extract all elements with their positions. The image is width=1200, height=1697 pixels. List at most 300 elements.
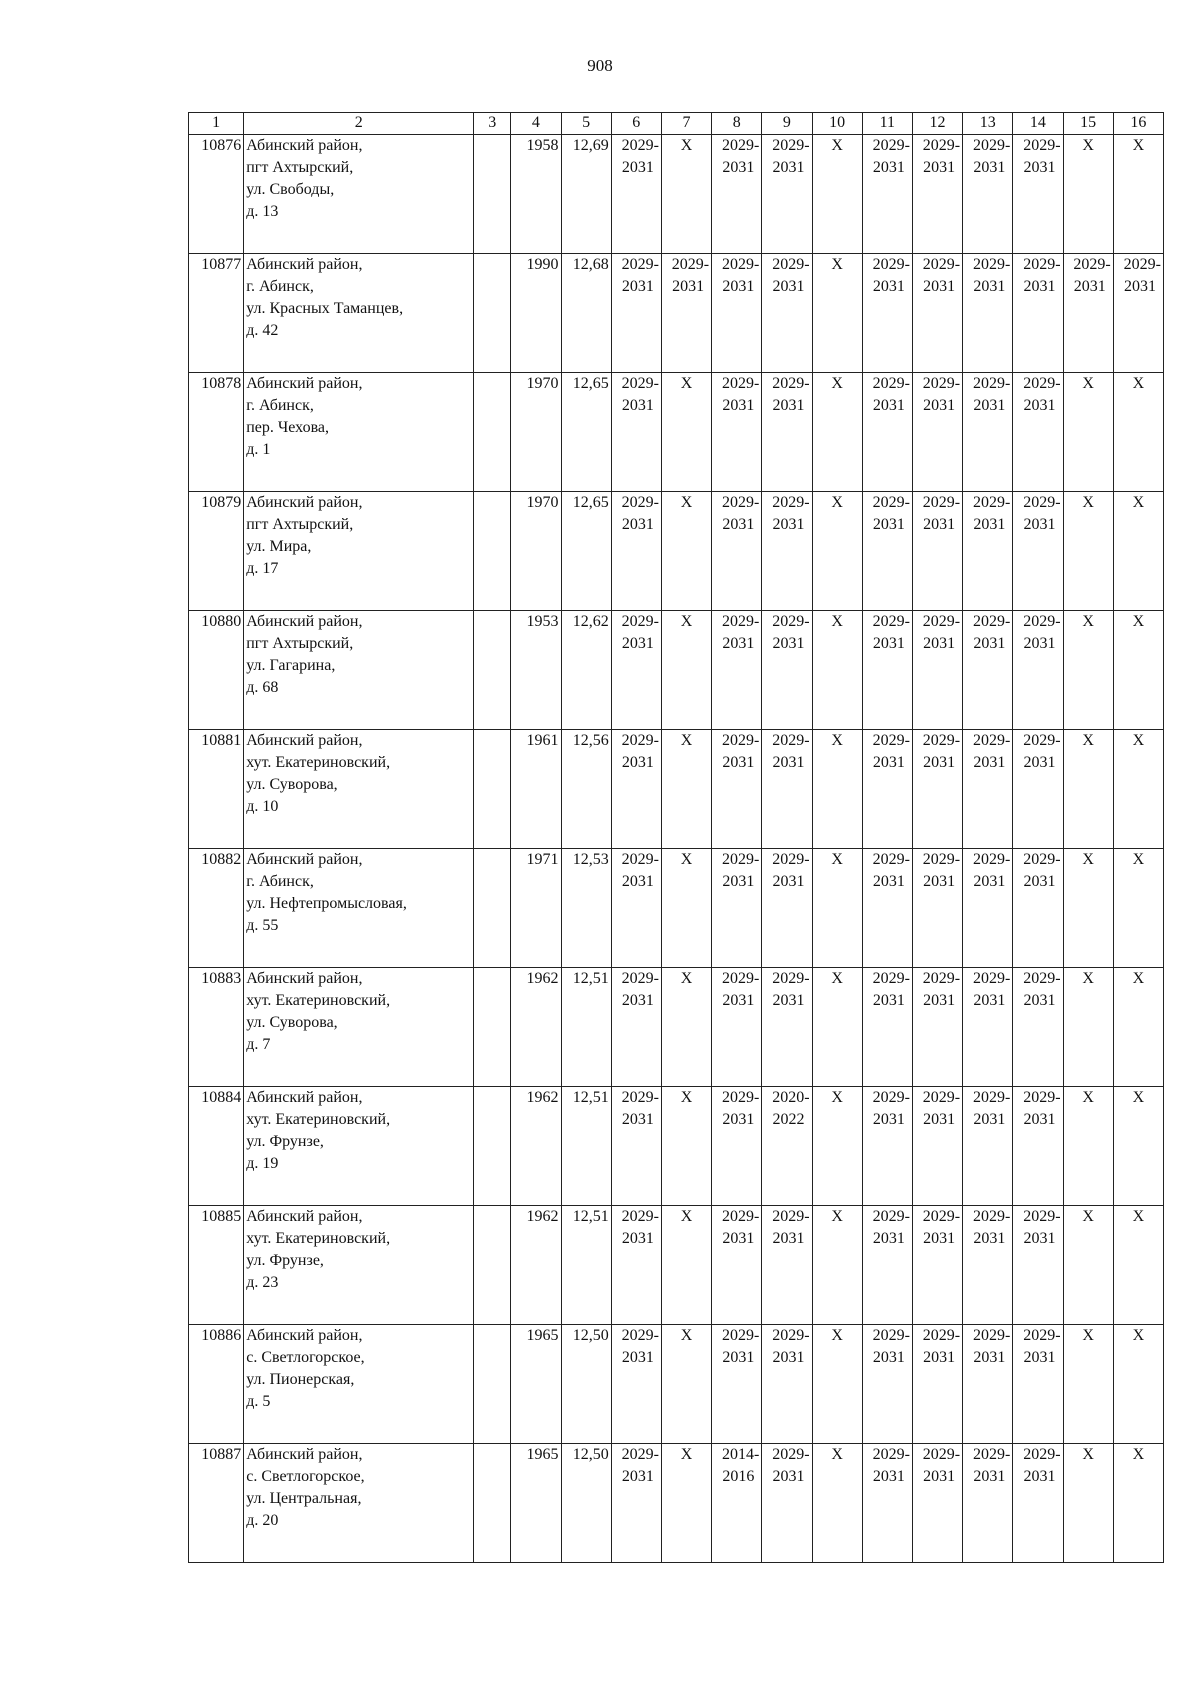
period-start: 2029-: [1023, 256, 1061, 273]
period-end: 2031: [772, 1349, 805, 1366]
period-end: 2031: [973, 159, 1006, 176]
row-number: 10883: [189, 968, 244, 1087]
year-cell: 1965: [511, 1325, 561, 1444]
address-line: пгт Ахтырский,: [246, 159, 354, 176]
period-cell: [1013, 1444, 1063, 1563]
period-end: 2031: [722, 1230, 755, 1247]
period-start: 2029-: [973, 1208, 1011, 1225]
period-cell: [712, 849, 762, 968]
empty-cell: [474, 1325, 511, 1444]
period-end: 2031: [923, 1468, 956, 1485]
table-row: [189, 968, 1164, 1087]
period-end: 2031: [872, 397, 905, 414]
period-end: 2031: [1023, 516, 1056, 533]
period-end: 2031: [872, 1111, 905, 1128]
period-cell: [712, 1444, 762, 1563]
address-line: ул. Свободы,: [246, 181, 335, 198]
address-line: ул. Суворова,: [246, 776, 338, 793]
empty-cell: [474, 611, 511, 730]
empty-cell: [474, 135, 511, 254]
period-end: 2031: [973, 1111, 1006, 1128]
page-number: 908: [587, 56, 613, 75]
mark-cell: X: [661, 1206, 711, 1325]
address-cell: [244, 373, 474, 492]
address-line: г. Абинск,: [246, 397, 314, 414]
period-start: 2029-: [973, 1089, 1011, 1106]
address-line: ул. Гагарина,: [246, 657, 336, 674]
period-end: 2031: [923, 873, 956, 890]
period-start: 2029-: [1023, 1327, 1061, 1344]
period-end: 2031: [923, 278, 956, 295]
address-line: пгт Ахтырский,: [246, 635, 354, 652]
column-header-12: 12: [912, 113, 962, 135]
period-cell: [762, 730, 812, 849]
mark-cell: X: [1063, 1087, 1113, 1206]
period-cell: [862, 611, 912, 730]
empty-cell: [474, 1444, 511, 1563]
period-end: 2031: [722, 992, 755, 1009]
period-cell: [1013, 1087, 1063, 1206]
address-cell: [244, 492, 474, 611]
address-line: ул. Мира,: [246, 538, 312, 555]
address-line: Абинский район,: [246, 1446, 363, 1463]
period-start: 2029-: [621, 137, 659, 154]
period-start: 2029-: [872, 256, 910, 273]
address-line: Абинский район,: [246, 256, 363, 273]
period-start: 2029-: [973, 732, 1011, 749]
address-line: хут. Екатериновский,: [246, 1111, 391, 1128]
address-line: пер. Чехова,: [246, 419, 330, 436]
period-end: 2031: [872, 516, 905, 533]
period-end: 2031: [923, 516, 956, 533]
address-cell: [244, 1325, 474, 1444]
table-row: [189, 849, 1164, 968]
period-start: 2029-: [872, 137, 910, 154]
period-cell: [912, 968, 962, 1087]
period-cell: [712, 611, 762, 730]
period-start: 2029-: [621, 1327, 659, 1344]
mark-cell: X: [812, 849, 862, 968]
address-line: Абинский район,: [246, 137, 363, 154]
period-cell: [912, 849, 962, 968]
period-cell: [963, 730, 1013, 849]
period-end: 2031: [621, 1111, 654, 1128]
address-line: Абинский район,: [246, 494, 363, 511]
period-end: 2031: [973, 1468, 1006, 1485]
period-start: 2029-: [772, 1327, 810, 1344]
period-end: 2031: [923, 159, 956, 176]
period-cell: [912, 1444, 962, 1563]
empty-cell: [474, 849, 511, 968]
row-number: 10887: [189, 1444, 244, 1563]
address-cell: [244, 611, 474, 730]
period-end: 2031: [772, 873, 805, 890]
table-row: [189, 254, 1164, 373]
period-start: 2029-: [721, 256, 760, 273]
period-start: 2029-: [922, 256, 961, 273]
period-end: 2031: [923, 1230, 956, 1247]
table-row: [189, 1325, 1164, 1444]
period-cell: [1063, 254, 1113, 373]
address-line: д. 42: [246, 322, 279, 339]
period-start: 2029-: [772, 1208, 810, 1225]
period-start: 2029-: [772, 1446, 810, 1463]
period-start: 2029-: [1023, 494, 1061, 511]
period-cell: [611, 254, 661, 373]
period-end: 2031: [1023, 992, 1056, 1009]
mark-cell: X: [1063, 1206, 1113, 1325]
value-cell: 12,50: [561, 1325, 611, 1444]
table-row: [189, 1087, 1164, 1206]
period-cell: [1013, 849, 1063, 968]
period-cell: [963, 1087, 1013, 1206]
period-start: 2029-: [621, 1446, 659, 1463]
period-end: 2031: [973, 278, 1006, 295]
period-end: 2031: [923, 754, 956, 771]
address-line: Абинский район,: [246, 970, 363, 987]
period-cell: [762, 1206, 812, 1325]
value-cell: 12,65: [561, 373, 611, 492]
address-line: пгт Ахтырский,: [246, 516, 354, 533]
period-start: 2029-: [1023, 1089, 1061, 1106]
period-end: 2031: [621, 1349, 654, 1366]
period-start: 2029-: [922, 1208, 961, 1225]
value-cell: 12,53: [561, 849, 611, 968]
mark-cell: X: [1113, 1087, 1163, 1206]
period-start: 2014-: [721, 1446, 760, 1463]
address-line: Абинский район,: [246, 1327, 363, 1344]
value-cell: 12,65: [561, 492, 611, 611]
address-line: ул. Суворова,: [246, 1014, 338, 1031]
address-line: д. 5: [246, 1393, 271, 1410]
period-end: 2031: [872, 1468, 905, 1485]
period-start: 2029-: [1123, 256, 1161, 273]
period-cell: [862, 1206, 912, 1325]
period-end: 2022: [772, 1111, 805, 1128]
period-cell: [963, 1206, 1013, 1325]
address-line: д. 23: [246, 1274, 279, 1291]
address-cell: [244, 849, 474, 968]
mark-cell: X: [1063, 492, 1113, 611]
address-cell: [244, 730, 474, 849]
year-cell: 1958: [511, 135, 561, 254]
empty-cell: [474, 254, 511, 373]
period-start: 2029-: [922, 613, 961, 630]
mark-cell: X: [1113, 968, 1163, 1087]
mark-cell: X: [812, 492, 862, 611]
period-cell: [1013, 1325, 1063, 1444]
period-end: 2031: [772, 159, 805, 176]
mark-cell: X: [1063, 1325, 1113, 1444]
period-end: 2031: [973, 1230, 1006, 1247]
period-end: 2031: [722, 1349, 755, 1366]
period-end: 2031: [621, 1468, 654, 1485]
period-start: 2029-: [621, 613, 659, 630]
address-line: г. Абинск,: [246, 278, 314, 295]
period-cell: [611, 373, 661, 492]
row-number: 10881: [189, 730, 244, 849]
address-line: Абинский район,: [246, 851, 363, 868]
address-cell: [244, 968, 474, 1087]
period-start: 2029-: [772, 970, 810, 987]
table-row: [189, 135, 1164, 254]
period-start: 2029-: [872, 1208, 910, 1225]
address-line: д. 68: [246, 679, 279, 696]
address-line: д. 20: [246, 1512, 279, 1529]
mark-cell: X: [1113, 135, 1163, 254]
value-cell: 12,56: [561, 730, 611, 849]
period-end: 2031: [872, 159, 905, 176]
address-line: д. 19: [246, 1155, 279, 1172]
period-start: 2029-: [1023, 970, 1061, 987]
row-number: 10885: [189, 1206, 244, 1325]
period-cell: [611, 849, 661, 968]
period-end: 2031: [973, 1349, 1006, 1366]
table-row: [189, 373, 1164, 492]
mark-cell: X: [661, 968, 711, 1087]
period-start: 2029-: [973, 494, 1011, 511]
mark-cell: X: [1113, 611, 1163, 730]
period-cell: [963, 373, 1013, 492]
period-cell: [1013, 968, 1063, 1087]
address-line: ул. Нефтепромысловая,: [246, 895, 407, 912]
address-line: ул. Пионерская,: [246, 1371, 355, 1388]
period-start: 2029-: [872, 494, 910, 511]
period-cell: [963, 254, 1013, 373]
period-cell: [862, 492, 912, 611]
period-cell: [762, 492, 812, 611]
mark-cell: X: [1063, 849, 1113, 968]
period-start: 2029-: [973, 613, 1011, 630]
row-number: 10886: [189, 1325, 244, 1444]
period-end: 2031: [973, 873, 1006, 890]
period-cell: [611, 1325, 661, 1444]
period-end: 2031: [722, 397, 755, 414]
row-number: 10878: [189, 373, 244, 492]
period-cell: [912, 611, 962, 730]
period-cell: [762, 373, 812, 492]
value-cell: 12,68: [561, 254, 611, 373]
period-end: 2031: [621, 754, 654, 771]
period-end: 2031: [1023, 754, 1056, 771]
period-cell: [1113, 254, 1163, 373]
period-cell: [611, 1206, 661, 1325]
period-cell: [862, 1325, 912, 1444]
column-header-6: 6: [611, 113, 661, 135]
mark-cell: X: [661, 730, 711, 849]
period-cell: [1013, 1206, 1063, 1325]
empty-cell: [474, 373, 511, 492]
address-line: с. Светлогорское,: [246, 1349, 365, 1366]
period-cell: [712, 373, 762, 492]
period-cell: [712, 730, 762, 849]
period-cell: [963, 849, 1013, 968]
period-start: 2029-: [973, 851, 1011, 868]
column-header-5: 5: [561, 113, 611, 135]
mark-cell: X: [661, 611, 711, 730]
empty-cell: [474, 1206, 511, 1325]
address-line: ул. Центральная,: [246, 1490, 362, 1507]
period-start: 2029-: [973, 1327, 1011, 1344]
address-line: с. Светлогорское,: [246, 1468, 365, 1485]
period-cell: [912, 373, 962, 492]
year-cell: 1961: [511, 730, 561, 849]
period-cell: [862, 1087, 912, 1206]
period-cell: [912, 492, 962, 611]
period-end: 2031: [872, 635, 905, 652]
period-cell: [912, 1325, 962, 1444]
address-line: г. Абинск,: [246, 873, 314, 890]
mark-cell: X: [1113, 849, 1163, 968]
period-end: 2031: [872, 873, 905, 890]
period-cell: [611, 1444, 661, 1563]
period-end: 2031: [621, 1230, 654, 1247]
period-start: 2029-: [772, 732, 810, 749]
period-start: 2029-: [922, 137, 961, 154]
mark-cell: X: [1063, 1444, 1113, 1563]
mark-cell: X: [1063, 373, 1113, 492]
year-cell: 1970: [511, 373, 561, 492]
mark-cell: X: [1113, 373, 1163, 492]
period-start: 2029-: [772, 375, 810, 392]
period-cell: [611, 1087, 661, 1206]
period-start: 2029-: [721, 970, 760, 987]
period-cell: [712, 492, 762, 611]
period-end: 2031: [1023, 397, 1056, 414]
row-number: 10879: [189, 492, 244, 611]
period-start: 2029-: [721, 494, 760, 511]
period-start: 2029-: [721, 375, 760, 392]
address-line: хут. Екатериновский,: [246, 992, 391, 1009]
address-line: Абинский район,: [246, 1089, 363, 1106]
period-cell: [862, 135, 912, 254]
mark-cell: X: [1063, 730, 1113, 849]
table-row: [189, 492, 1164, 611]
value-cell: 12,51: [561, 1087, 611, 1206]
year-cell: 1962: [511, 968, 561, 1087]
period-start: 2029-: [872, 375, 910, 392]
period-end: 2031: [772, 397, 805, 414]
period-cell: [862, 968, 912, 1087]
column-header-16: 16: [1113, 113, 1163, 135]
table-row: [189, 730, 1164, 849]
period-end: 2031: [923, 397, 956, 414]
period-end: 2031: [722, 278, 755, 295]
value-cell: 12,62: [561, 611, 611, 730]
period-start: 2029-: [721, 1208, 760, 1225]
period-start: 2029-: [772, 613, 810, 630]
period-start: 2020-: [772, 1089, 810, 1106]
period-cell: [912, 1206, 962, 1325]
year-cell: 1971: [511, 849, 561, 968]
period-end: 2016: [722, 1468, 755, 1485]
period-cell: [611, 730, 661, 849]
value-cell: 12,51: [561, 1206, 611, 1325]
period-end: 2031: [621, 635, 654, 652]
period-cell: [1013, 254, 1063, 373]
period-start: 2029-: [721, 851, 760, 868]
column-header-10: 10: [812, 113, 862, 135]
mark-cell: X: [661, 1444, 711, 1563]
period-end: 2031: [772, 1230, 805, 1247]
period-start: 2029-: [621, 256, 659, 273]
period-start: 2029-: [973, 1446, 1011, 1463]
mark-cell: X: [812, 968, 862, 1087]
period-end: 2031: [772, 516, 805, 533]
period-cell: [963, 611, 1013, 730]
period-end: 2031: [872, 278, 905, 295]
period-cell: [1013, 492, 1063, 611]
period-cell: [912, 730, 962, 849]
mark-cell: X: [812, 611, 862, 730]
period-end: 2031: [621, 873, 654, 890]
row-number: 10877: [189, 254, 244, 373]
period-end: 2031: [621, 159, 654, 176]
mark-cell: X: [1113, 730, 1163, 849]
table-row: [189, 1206, 1164, 1325]
empty-cell: [474, 1087, 511, 1206]
period-start: 2029-: [721, 732, 760, 749]
period-start: 2029-: [922, 970, 961, 987]
mark-cell: X: [812, 1206, 862, 1325]
period-start: 2029-: [721, 1327, 760, 1344]
column-header-8: 8: [712, 113, 762, 135]
period-end: 2031: [872, 992, 905, 1009]
period-end: 2031: [1023, 278, 1056, 295]
period-end: 2031: [772, 992, 805, 1009]
period-start: 2029-: [772, 137, 810, 154]
period-start: 2029-: [922, 375, 961, 392]
mark-cell: X: [812, 254, 862, 373]
address-line: д. 7: [246, 1036, 271, 1053]
period-start: 2029-: [872, 970, 910, 987]
period-cell: [862, 849, 912, 968]
period-start: 2029-: [973, 137, 1011, 154]
address-cell: [244, 1087, 474, 1206]
period-cell: [712, 1325, 762, 1444]
period-end: 2031: [1073, 278, 1106, 295]
period-start: 2029-: [621, 732, 659, 749]
mark-cell: X: [1113, 492, 1163, 611]
header-row: [189, 113, 1164, 135]
period-end: 2031: [1023, 873, 1056, 890]
mark-cell: X: [1063, 968, 1113, 1087]
address-line: д. 17: [246, 560, 279, 577]
period-end: 2031: [772, 1468, 805, 1485]
period-start: 2029-: [621, 851, 659, 868]
period-start: 2029-: [621, 1089, 659, 1106]
mark-cell: X: [661, 1087, 711, 1206]
period-end: 2031: [772, 754, 805, 771]
address-cell: [244, 135, 474, 254]
period-start: 2029-: [772, 494, 810, 511]
mark-cell: X: [661, 135, 711, 254]
column-header-2: 2: [244, 113, 474, 135]
period-start: 2029-: [621, 1208, 659, 1225]
period-end: 2031: [1023, 1468, 1056, 1485]
value-cell: 12,69: [561, 135, 611, 254]
period-cell: [862, 373, 912, 492]
address-line: Абинский район,: [246, 1208, 363, 1225]
period-end: 2031: [923, 1111, 956, 1128]
period-cell: [912, 1087, 962, 1206]
period-end: 2031: [1124, 278, 1156, 295]
period-end: 2031: [1023, 1349, 1056, 1366]
period-cell: [1013, 611, 1063, 730]
value-cell: 12,50: [561, 1444, 611, 1563]
address-line: Абинский район,: [246, 732, 363, 749]
column-header-4: 4: [511, 113, 561, 135]
